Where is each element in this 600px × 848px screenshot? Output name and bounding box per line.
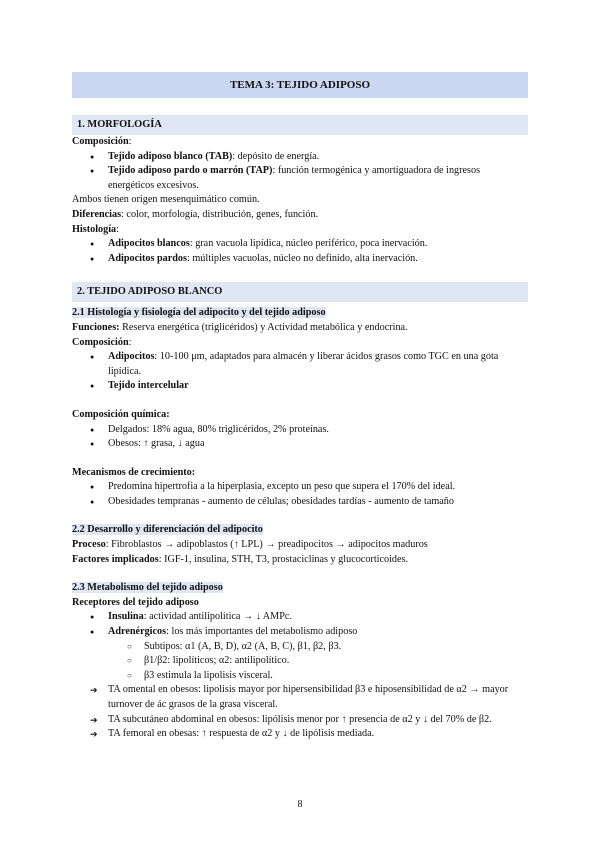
- composicion-2-list: [72, 350, 528, 394]
- list-item: ○ β3 estimula la lipolisis visceral.: [72, 669, 528, 684]
- receptores-label: Receptores del tejido adiposo: [72, 596, 199, 608]
- list-item: ➔ TA femoral en obesas: ↑ respuesta de α2 y ↓ de lipólisis mediada.: [72, 727, 528, 742]
- subsection-heading-2-3: 2.3 Metabolismo del tejido adiposo: [72, 582, 223, 594]
- list-item: ● Delgados: 18% agua, 80% triglicéridos, 2% proteínas.: [72, 423, 528, 438]
- receptores-list: [72, 610, 528, 639]
- funciones-line: Funciones: Reserva energética (triglicéridos) y Actividad metabólica y endocrina.: [72, 321, 408, 333]
- list-item: ● Insulina: actividad antilipolítica → ↓ AMPc.: [72, 610, 528, 625]
- quimica-list: [72, 423, 528, 452]
- quimica-label: Composición química:: [72, 408, 170, 420]
- composicion-2-label-line: Composición:: [72, 336, 132, 348]
- subsection-heading-2-2: 2.2 Desarrollo y diferenciación del adipocito: [72, 524, 263, 536]
- subsection-heading-2-1: 2.1 Histología y fisiología del adipocito y del tejido adiposo: [72, 307, 326, 319]
- list-item: ➔ TA subcutáneo abdominal en obesos: lipólisis menor por ↑ presencia de α2 y ↓ del 70% de β2.: [72, 713, 528, 728]
- list-item: ● Obesidades tempranas - aumento de células; obesidades tardías - aumento de tamaño: [72, 495, 528, 510]
- list-item: ● Tejido intercelular: [72, 379, 528, 394]
- document-title: TEMA 3: TEJIDO ADIPOSO: [72, 72, 528, 98]
- factores-line: Factores implicados: IGF-1, insulina, STH, T3, prostaciclinas y glucocorticoides.: [72, 553, 409, 565]
- list-item: ● Obesos: ↑ grasa, ↓ agua: [72, 437, 528, 452]
- section-heading-morfologia: 1. MORFOLOGÍA: [72, 115, 528, 135]
- mecanismos-label: Mecanismos de crecimiento:: [72, 466, 196, 478]
- adrenergicos-sublist: [72, 640, 528, 684]
- origen-text: Ambos tienen origen mesenquimático común.: [72, 194, 260, 206]
- list-item: ● Adrenérgicos: los más importantes del metabolismo adiposo: [72, 625, 528, 640]
- composicion-list: [72, 150, 528, 194]
- proceso-line: Proceso: Fibroblastos → adipoblastos (↑ LPL) → preadipocitos → adipocitos maduros: [72, 539, 428, 551]
- list-item: ● Adipocitos blancos: gran vacuola lipídica, núcleo periférico, poca inervación.: [72, 237, 528, 252]
- list-item: ● Tejido adiposo pardo o marrón (TAP): función termogénica y amortiguadora de ingresos energéticos excesivos.: [72, 164, 528, 193]
- list-item: ○ β1/β2: lipolíticos; α2: antilipolítico.: [72, 654, 528, 669]
- histologia-list: [72, 237, 528, 266]
- list-item: ● Predomina hipertrofia a la hiperplasia, excepto un peso que supera el 170% del ideal.: [72, 480, 528, 495]
- list-item: ➔ TA omental en obesos: lipolisis mayor por hipersensibilidad β3 e hiposensibilidad de α2 → mayor turnover de ác grasos de la grasa visceral.: [72, 683, 528, 712]
- list-item: ● Tejido adiposo blanco (TAB): depósito de energía.: [72, 150, 528, 165]
- section-heading-tejido-blanco: 2. TEJIDO ADIPOSO BLANCO: [72, 282, 528, 302]
- diferencias-line: Diferencias: color, morfología, distribución, genes, función.: [72, 208, 319, 220]
- document-page: [72, 72, 528, 742]
- page-number: 8: [297, 799, 303, 810]
- list-item: ○ Subtipos: α1 (A, B, D), α2 (A, B, C), β1, β2, β3.: [72, 640, 528, 655]
- list-item: ● Adipocitos: 10-100 μm, adaptados para almacén y liberar ácidos grasos como TGC en una gota lipídica.: [72, 350, 528, 379]
- arrow-list: [72, 683, 528, 741]
- histologia-label-line: Histología:: [72, 223, 119, 235]
- list-item: ● Adipocitos pardos: múltiples vacuolas, núcleo no definido, alta inervación.: [72, 252, 528, 267]
- mecanismos-list: [72, 480, 528, 509]
- composicion-label-line: Composición:: [72, 136, 132, 147]
